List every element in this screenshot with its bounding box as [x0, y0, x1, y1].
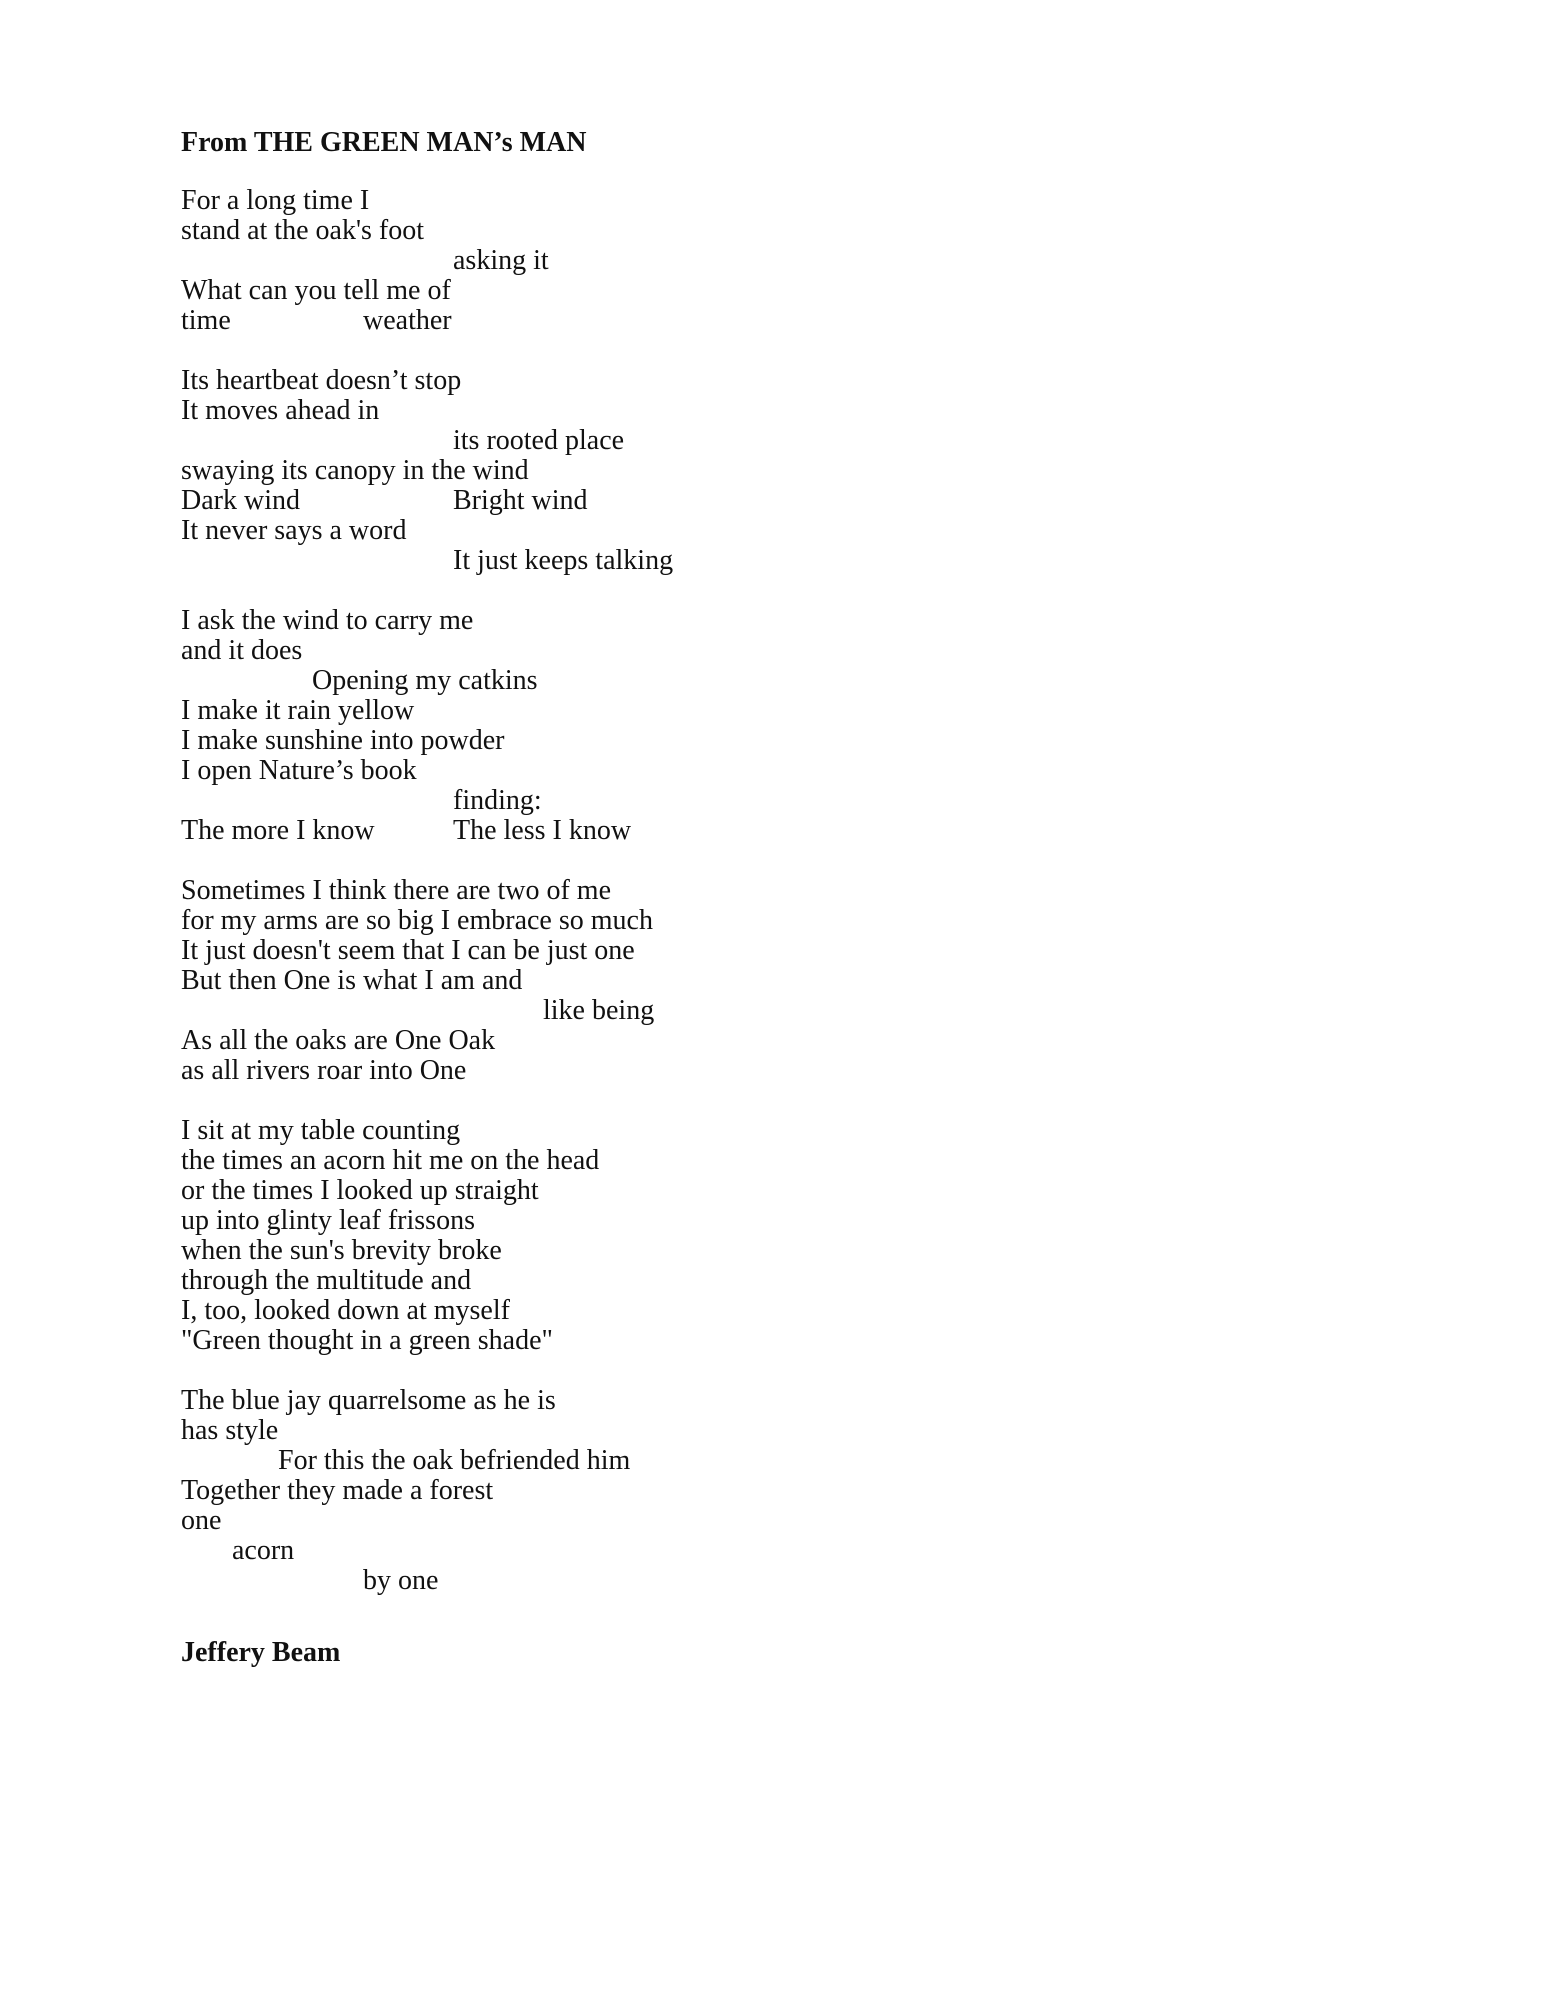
stanza-break — [181, 1356, 1381, 1386]
poem-line — [181, 1506, 1381, 1536]
poem-line — [181, 1146, 1381, 1176]
poem-line — [181, 1206, 1381, 1236]
stanza-break — [181, 336, 1381, 366]
stanza-break — [181, 576, 1381, 606]
poem-line-text: I make it rain yellow — [181, 695, 415, 726]
poem-line — [181, 876, 1381, 906]
poem-line-text: It just keeps talking — [453, 545, 674, 576]
poem-line — [181, 186, 1381, 216]
poem-line — [181, 1056, 1381, 1086]
poem-line-text: The less I know — [453, 815, 632, 846]
poem-line — [181, 546, 1381, 576]
poem-line-text: The more I know — [181, 815, 375, 846]
poem-line-text: Dark wind — [181, 485, 300, 516]
poem-line-text: I sit at my table counting — [181, 1115, 461, 1146]
poem-line — [181, 366, 1381, 396]
poem-line — [181, 636, 1381, 666]
poem-line-text: I, too, looked down at myself — [181, 1295, 510, 1326]
poem-line — [181, 216, 1381, 246]
poem-line-text: As all the oaks are One Oak — [181, 1025, 496, 1056]
poem-line — [181, 1416, 1381, 1446]
poem-line — [181, 666, 1381, 696]
poem-line — [181, 1176, 1381, 1206]
poem-line — [181, 936, 1381, 966]
poem-line-text: For a long time I — [181, 185, 370, 216]
poem-line-text: or the times I looked up straight — [181, 1175, 539, 1206]
poem-line-text: when the sun's brevity broke — [181, 1235, 502, 1266]
stanza — [181, 1386, 1381, 1596]
poem-line — [181, 396, 1381, 426]
poem-line-text: The blue jay quarrelsome as he is — [181, 1385, 556, 1416]
poem-line-text: swaying its canopy in the wind — [181, 455, 529, 486]
poem-line — [181, 606, 1381, 636]
poem-line-text: asking it — [453, 245, 549, 276]
poem-line — [181, 456, 1381, 486]
poem-line-text: one — [181, 1505, 222, 1536]
poem-line — [181, 1296, 1381, 1326]
poem-line — [181, 246, 1381, 276]
poem-line-text: has style — [181, 1415, 279, 1446]
stanza — [181, 606, 1381, 846]
poem-author: Jeffery Beam — [181, 1637, 341, 1668]
poem-line — [181, 996, 1381, 1026]
poem-line-text: the times an acorn hit me on the head — [181, 1145, 600, 1176]
poem-line — [181, 696, 1381, 726]
poem-title: From THE GREEN MAN’s MAN — [181, 127, 587, 158]
stanza-break — [181, 846, 1381, 876]
poem-line-text: It moves ahead in — [181, 395, 380, 426]
poem-line-text: I open Nature’s book — [181, 755, 417, 786]
poem-line-text: through the multitude and — [181, 1265, 472, 1296]
poem-line-text: for my arms are so big I embrace so much — [181, 905, 653, 936]
poem-line-text: weather — [363, 305, 452, 336]
poem-line — [181, 1026, 1381, 1056]
poem-body — [181, 186, 1381, 1596]
poem-line — [181, 1566, 1381, 1596]
poem-line-text: What can you tell me of — [181, 275, 451, 306]
poem-line — [181, 756, 1381, 786]
poem-line — [181, 726, 1381, 756]
stanza — [181, 186, 1381, 336]
stanza — [181, 876, 1381, 1086]
poem-line — [181, 1236, 1381, 1266]
poem-line-text: Sometimes I think there are two of me — [181, 875, 611, 906]
poem-line-text: its rooted place — [453, 425, 625, 456]
poem-line-text: by one — [363, 1565, 439, 1596]
poem-line — [181, 1536, 1381, 1566]
poem-line — [181, 906, 1381, 936]
poem-line-text: Bright wind — [453, 485, 588, 516]
poem-line-text: finding: — [453, 785, 542, 816]
poem-line — [181, 516, 1381, 546]
poem-line-text: It never says a word — [181, 515, 407, 546]
poem-line — [181, 1446, 1381, 1476]
poem-line — [181, 1266, 1381, 1296]
poem-line-text: acorn — [232, 1535, 295, 1566]
poem-line-text: But then One is what I am and — [181, 965, 523, 996]
poem-line-text: For this the oak befriended him — [278, 1445, 631, 1476]
poem-line — [181, 306, 1381, 336]
poem-line — [181, 1116, 1381, 1146]
poem-line-text: Its heartbeat doesn’t stop — [181, 365, 462, 396]
poem-line — [181, 1326, 1381, 1356]
poem-line — [181, 1476, 1381, 1506]
poem-line-text: stand at the oak's foot — [181, 215, 424, 246]
poem-line — [181, 816, 1381, 846]
stanza — [181, 1116, 1381, 1356]
poem-line — [181, 426, 1381, 456]
poem-line-text: "Green thought in a green shade" — [181, 1325, 553, 1356]
poem-line — [181, 276, 1381, 306]
poem-line-text: time — [181, 305, 231, 336]
poem-line — [181, 486, 1381, 516]
poem-line-text: Opening my catkins — [312, 665, 538, 696]
poem-line-text: I make sunshine into powder — [181, 725, 505, 756]
poem-line-text: and it does — [181, 635, 303, 666]
stanza — [181, 366, 1381, 576]
poem-line-text: as all rivers roar into One — [181, 1055, 467, 1086]
poem-line-text: It just doesn't seem that I can be just one — [181, 935, 635, 966]
poem-line-text: Together they made a forest — [181, 1475, 494, 1506]
stanza-break — [181, 1086, 1381, 1116]
poem-line — [181, 1386, 1381, 1416]
poem-line — [181, 786, 1381, 816]
poem-line-text: I ask the wind to carry me — [181, 605, 474, 636]
poem-line-text: like being — [543, 995, 655, 1026]
poem-line-text: up into glinty leaf frissons — [181, 1205, 475, 1236]
poem-line — [181, 966, 1381, 996]
